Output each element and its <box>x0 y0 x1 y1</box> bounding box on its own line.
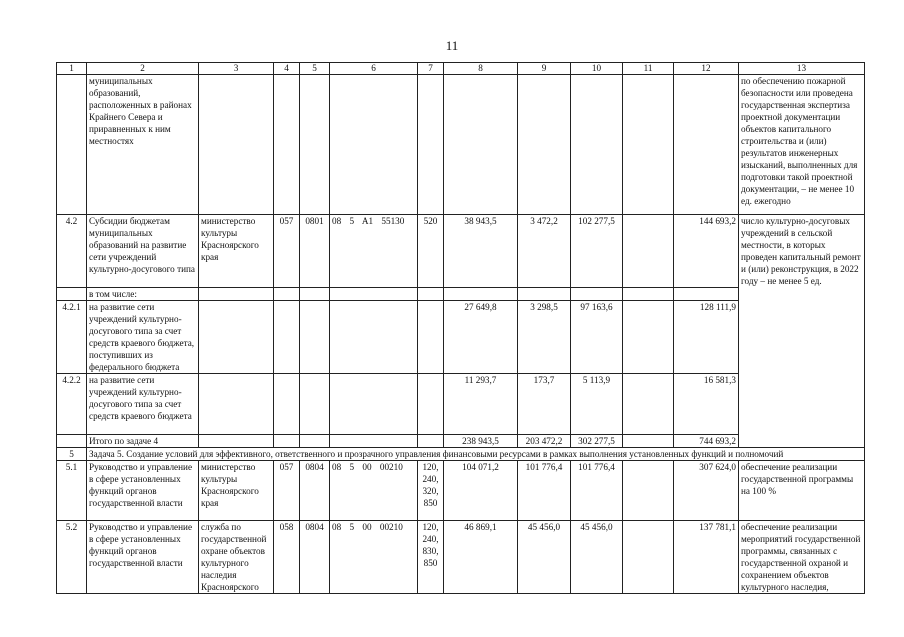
cell: 3 298,5 <box>518 301 571 374</box>
cell: 144 693,2 <box>674 215 739 288</box>
cell: Руководство и управление в сфере установленных функций органов государственной власти <box>87 461 199 521</box>
col-header: 1 <box>57 63 87 75</box>
cell: 45 456,0 <box>571 521 623 594</box>
table-row <box>57 75 865 215</box>
cell <box>300 301 330 374</box>
cell: 173,7 <box>518 374 571 435</box>
cell: 238 943,5 <box>444 435 518 448</box>
cell: 137 781,1 <box>674 521 739 594</box>
cell <box>274 75 300 215</box>
col-header: 9 <box>518 63 571 75</box>
cell <box>623 215 674 288</box>
cell <box>623 461 674 521</box>
cell: 16 581,3 <box>674 374 739 435</box>
cell <box>274 435 300 448</box>
cell: Субсидии бюджетам муниципальных образований на развитие сети учреждений культурно-досугового типа <box>87 215 199 288</box>
cell: обеспечение реализации государственной программы на 100 % <box>739 461 865 521</box>
cell <box>199 301 274 374</box>
row-number: 5 <box>57 448 87 461</box>
cell: служба по государственной охране объектов культурного наследия Красноярского <box>199 521 274 594</box>
cell: 058 <box>274 521 300 594</box>
col-header: 6 <box>330 63 418 75</box>
cell <box>330 75 418 215</box>
cell: 38 943,5 <box>444 215 518 288</box>
row-number: 5.1 <box>57 461 87 521</box>
cell <box>418 435 444 448</box>
program-table <box>56 62 865 594</box>
cell <box>274 374 300 435</box>
cell <box>199 374 274 435</box>
cell <box>674 288 739 301</box>
col-header: 11 <box>623 63 674 75</box>
cell: 11 293,7 <box>444 374 518 435</box>
cell <box>300 288 330 301</box>
col-header: 4 <box>274 63 300 75</box>
table-row <box>57 215 865 288</box>
cell <box>57 75 87 215</box>
cell: министерство культуры Красноярского края <box>199 461 274 521</box>
cell: обеспечение реализации мероприятий государственной программы, связанных с государственной охраной и сохранением объектов культурного наследия, <box>739 521 865 594</box>
cell: 3 472,2 <box>518 215 571 288</box>
cell <box>444 75 518 215</box>
col-header: 2 <box>87 63 199 75</box>
cell: 0801 <box>300 215 330 288</box>
cell: 120, 240, 320, 850 <box>418 461 444 521</box>
col-header: 10 <box>571 63 623 75</box>
cell <box>444 288 518 301</box>
cell: 46 869,1 <box>444 521 518 594</box>
cell: 128 111,9 <box>674 301 739 374</box>
cell <box>300 75 330 215</box>
cell: 120, 240, 830, 850 <box>418 521 444 594</box>
cell: министерство культуры Красноярского края <box>199 215 274 288</box>
cell: 08 5 00 00210 <box>330 461 418 521</box>
cell: 104 071,2 <box>444 461 518 521</box>
cell <box>418 75 444 215</box>
cell: число культурно-досуговых учреждений в сельской местности, в которых проведен капитальный ремонт и (или) реконструкция, в 2022 году – не менее 5 ед. <box>739 215 865 448</box>
col-header: 7 <box>418 63 444 75</box>
cell: 45 456,0 <box>518 521 571 594</box>
cell <box>330 435 418 448</box>
col-header: 5 <box>300 63 330 75</box>
column-number-row <box>57 63 865 75</box>
cell: в том числе: <box>87 288 199 301</box>
cell <box>571 75 623 215</box>
cell: 203 472,2 <box>518 435 571 448</box>
col-header: 12 <box>674 63 739 75</box>
cell: 97 163,6 <box>571 301 623 374</box>
cell: 08 5 A1 55130 <box>330 215 418 288</box>
cell <box>571 288 623 301</box>
cell: муниципальных образований, расположенных в районах Крайнего Севера и приравненных к ним местностях <box>87 75 199 215</box>
cell <box>274 301 300 374</box>
cell: на развитие сети учреждений культурно-досугового типа за счет средств краевого бюджета, поступивших из федерального бюджета <box>87 301 199 374</box>
cell: на развитие сети учреждений культурно-досугового типа за счет средств краевого бюджета <box>87 374 199 435</box>
cell <box>300 374 330 435</box>
cell: 101 776,4 <box>571 461 623 521</box>
cell: по обеспечению пожарной безопасности или проведена государственная экспертиза проектной документации объектов капитального строительства и (или) результатов инженерных изысканий, выполненных для подготовки такой проектной документации, – не менее 10 ед. ежегодно <box>739 75 865 215</box>
cell: 744 693,2 <box>674 435 739 448</box>
cell: 302 277,5 <box>571 435 623 448</box>
cell <box>623 435 674 448</box>
cell: 057 <box>274 461 300 521</box>
cell: Руководство и управление в сфере установленных функций органов государственной власти <box>87 521 199 594</box>
cell <box>300 435 330 448</box>
cell: 307 624,0 <box>674 461 739 521</box>
cell <box>330 288 418 301</box>
cell <box>418 374 444 435</box>
cell: 0804 <box>300 521 330 594</box>
col-header: 3 <box>199 63 274 75</box>
cell: 102 277,5 <box>571 215 623 288</box>
cell: 27 649,8 <box>444 301 518 374</box>
cell <box>274 288 300 301</box>
cell: 08 5 00 00210 <box>330 521 418 594</box>
cell: 057 <box>274 215 300 288</box>
cell <box>57 288 87 301</box>
row-number: 5.2 <box>57 521 87 594</box>
cell <box>623 75 674 215</box>
cell <box>330 374 418 435</box>
cell <box>199 435 274 448</box>
cell <box>418 301 444 374</box>
table-row <box>57 461 865 521</box>
cell <box>518 288 571 301</box>
row-number: 4.2.1 <box>57 301 87 374</box>
cell <box>199 288 274 301</box>
task-heading: Задача 5. Создание условий для эффективного, ответственного и прозрачного управления финансовыми ресурсами в рамках выполнения установленных функций и полномочий <box>87 448 865 461</box>
page-number: 11 <box>445 38 459 53</box>
cell <box>623 521 674 594</box>
cell: 0804 <box>300 461 330 521</box>
cell: 520 <box>418 215 444 288</box>
cell <box>418 288 444 301</box>
cell <box>199 75 274 215</box>
cell: 5 113,9 <box>571 374 623 435</box>
col-header: 13 <box>739 63 865 75</box>
cell <box>623 301 674 374</box>
col-header: 8 <box>444 63 518 75</box>
cell: Итого по задаче 4 <box>87 435 199 448</box>
cell: 101 776,4 <box>518 461 571 521</box>
cell <box>330 301 418 374</box>
row-number: 4.2 <box>57 215 87 288</box>
cell <box>623 288 674 301</box>
row-number: 4.2.2 <box>57 374 87 435</box>
table-row <box>57 521 865 594</box>
cell <box>57 435 87 448</box>
cell <box>674 75 739 215</box>
table-row <box>57 448 865 461</box>
cell <box>623 374 674 435</box>
cell <box>518 75 571 215</box>
